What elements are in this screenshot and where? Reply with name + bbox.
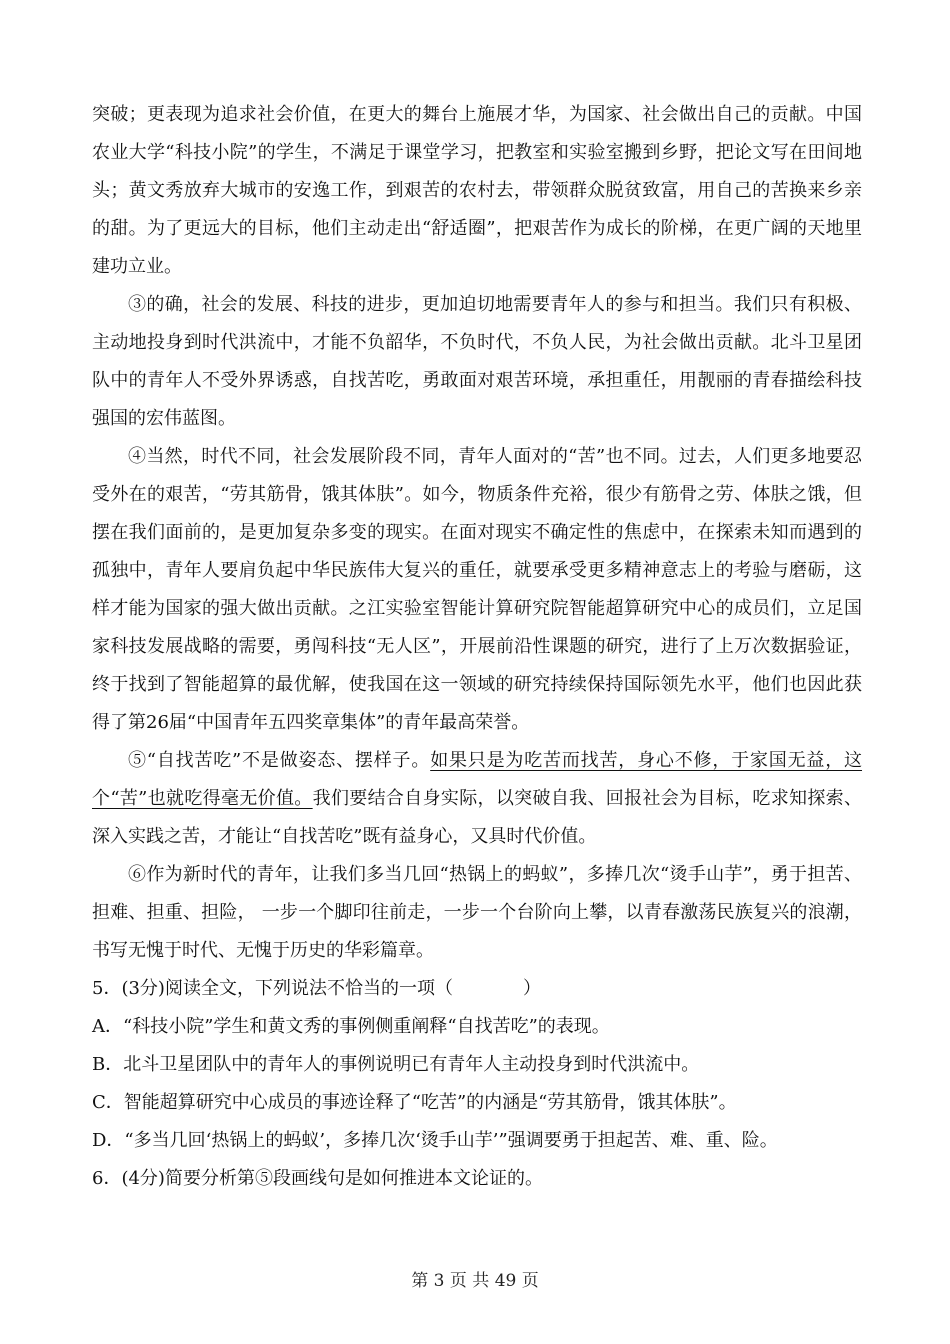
paragraph-5-rest: 我们要结合自身实际，以突破自我、回报社会为目标，吃求知探索、深入实践之苦，才能让“自找苦吃”既有益身心，又具时代价值。 bbox=[92, 788, 863, 847]
question-5-option-b: B．北斗卫星团队中的青年人的事例说明已有青年人主动投身到时代洪流中。 bbox=[92, 1054, 700, 1075]
paragraph-2-continued: 突破；更表现为追求社会价值，在更大的舞台上施展才华，为国家、社会做出自己的贡献。中国农业大学“科技小院”的学生，不满足于课堂学习，把教室和实验室搬到乡野，把论文写在田间地头；黄文秀放弃大城市的安逸工作，到艰苦的农村去，带领群众脱贫致富，用自己的苦换来乡亲的甜。为了更远大的目标，他们主动走出“舒适圈”，把艰苦作为成长的阶梯，在更广阔的天地里建功立业。 bbox=[92, 104, 862, 277]
paragraph-6: ⑥作为新时代的青年，让我们多当几回“热锅上的蚂蚁”，多捧几次“烫手山芋”，勇于担苦、担难、担重、担险， 一步一个脚印往前走，一步一个台阶向上攀，以青春激荡民族复兴的浪潮，书写无愧于时代、无愧于历史的华彩篇章。 bbox=[92, 864, 862, 961]
paragraph-4: ④当然，时代不同，社会发展阶段不同，青年人面对的“苦”也不同。过去，人们更多地要忍受外在的艰苦，“劳其筋骨，饿其体肤”。如今，物质条件充裕，很少有筋骨之劳、体肤之饿，但摆在我们面前的，是更加复杂多变的现实。在面对现实不确定性的焦虑中，在探索未知而遇到的孤独中，青年人要肩负起中华民族伟大复兴的重任，就要承受更多精神意志上的考验与磨砺，这样才能为国家的强大做出贡献。之江实验室智能计算研究院智能超算研究中心的成员们，立足国家科技发展战略的需要，勇闯科技“无人区”，开展前沿性课题的研究，进行了上万次数据验证，终于找到了智能超算的最优解，使我国在这一领域的研究持续保持国际领先水平，他们也因此获得了第26届“中国青年五四奖章集体”的青年最高荣誉。 bbox=[92, 446, 862, 733]
question-5-close: ） bbox=[522, 978, 541, 999]
page-number-footer: 第 3 页 共 49 页 bbox=[411, 1271, 539, 1291]
question-5-option-d: D．“多当几回‘热锅上的蚂蚁’，多捧几次‘烫手山芋’”强调要勇于担起苦、难、重、险。 bbox=[92, 1130, 778, 1151]
question-5-option-a: A．“科技小院”学生和黄文秀的事例侧重阐释“自找苦吃”的表现。 bbox=[92, 1016, 610, 1037]
underlined-sentence: 如果只是为吃苦而找苦，身心不修，于家国无益，这个“苦”也就吃得毫无价值。 bbox=[92, 750, 863, 809]
document-page bbox=[92, 96, 862, 1198]
question-6-stem: 6．(4分)简要分析第⑤段画线句是如何推进本文论证的。 bbox=[92, 1168, 543, 1189]
paragraph-5 bbox=[92, 742, 862, 856]
question-5-stem bbox=[92, 970, 862, 1008]
question-5-stem-text: 5．(3分)阅读全文，下列说法不恰当的一项（ bbox=[92, 978, 453, 999]
paragraph-3: ③的确，社会的发展、科技的进步，更加迫切地需要青年人的参与和担当。我们只有积极、主动地投身到时代洪流中，才能不负韶华，不负时代，不负人民，为社会做出贡献。北斗卫星团队中的青年人不受外界诱惑，自找苦吃，勇敢面对艰苦环境，承担重任，用靓丽的青春描绘科技强国的宏伟蓝图。 bbox=[92, 294, 862, 429]
question-5-option-c: C．智能超算研究中心成员的事迹诠释了“吃苦”的内涵是“劳其筋骨，饿其体肤”。 bbox=[92, 1092, 737, 1113]
paragraph-5-lead: ⑤“自找苦吃”不是做姿态、摆样子。 bbox=[128, 750, 431, 771]
